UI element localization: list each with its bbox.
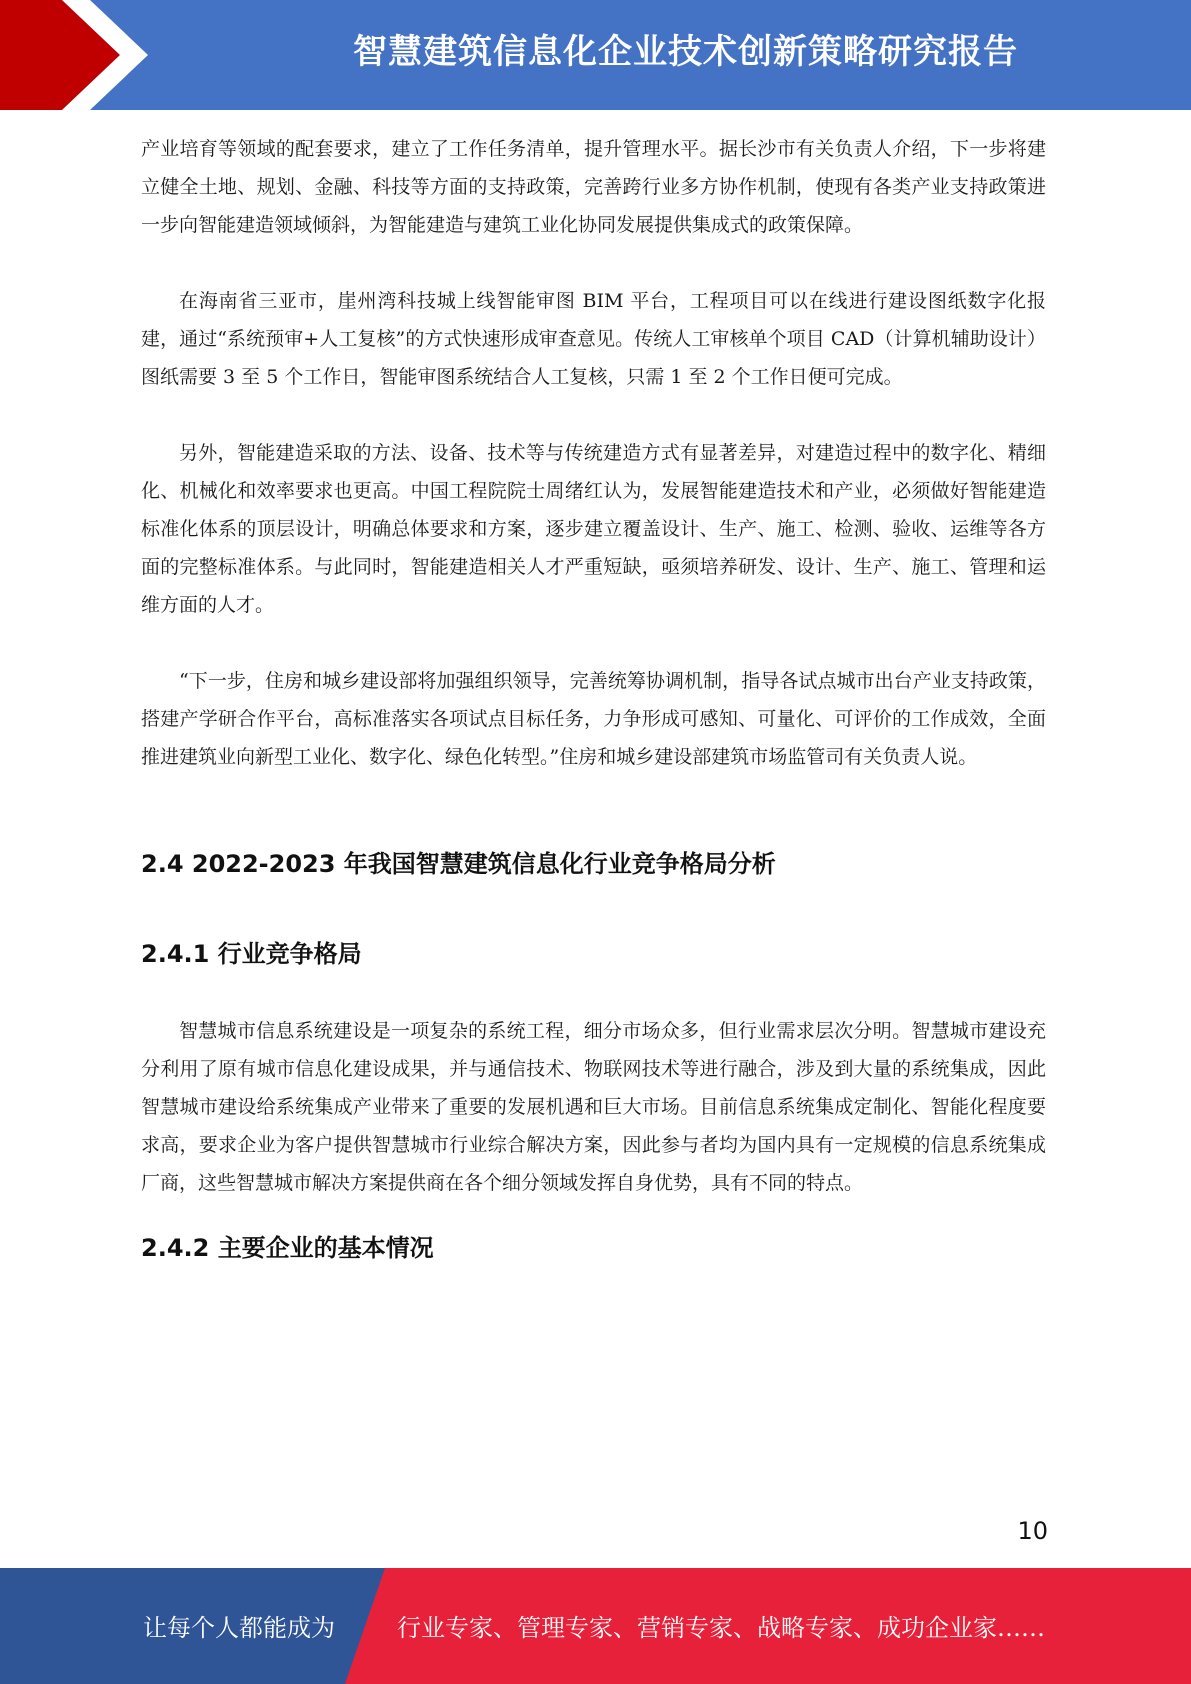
- subsection-heading: 2.4.2 主要企业的基本情况: [141, 1234, 434, 1262]
- header-arrow-decoration: [0, 0, 200, 110]
- footer-slogan-right: 行业专家、管理专家、营销专家、战略专家、成功企业家……: [397, 1614, 1045, 1642]
- footer-slogan-left: 让每个人都能成为: [143, 1614, 335, 1642]
- paragraph: “下一步，住房和城乡建设部将加强组织领导，完善统筹协调机制，指导各试点城市出台产业支持政策，搭建产学研合作平台，高标准落实各项试点目标任务，力争形成可感知、可量化、可评价的工作成效，全面推进建筑业向新型工业化、数字化、绿色化转型。”住房和城乡建设部建筑市场监管司有关负责人说。: [141, 670, 1046, 768]
- subsection-heading: 2.4.1 行业竞争格局: [141, 940, 362, 968]
- page-header: [0, 0, 1191, 110]
- paragraph: 在海南省三亚市，崖州湾科技城上线智能审图 BIM 平台，工程项目可以在线进行建设图纸数字化报建，通过“系统预审+人工复核”的方式快速形成审查意见。传统人工审核单个项目 CAD（计算机辅助设计）图纸需要 3 至 5 个工作日，智能审图系统结合人工复核，只需 1 至 2 个工作日便可完成。: [141, 290, 1046, 388]
- page-number: 10: [1017, 1517, 1048, 1545]
- paragraph: 产业培育等领域的配套要求，建立了工作任务清单，提升管理水平。据长沙市有关负责人介绍，下一步将建立健全土地、规划、金融、科技等方面的支持政策，完善跨行业多方协作机制，使现有各类产业支持政策进一步向智能建造领域倾斜，为智能建造与建筑工业化协同发展提供集成式的政策保障。: [141, 138, 1046, 236]
- paragraph: 另外，智能建造采取的方法、设备、技术等与传统建造方式有显著差异，对建造过程中的数字化、精细化、机械化和效率要求也更高。中国工程院院士周绪红认为，发展智能建造技术和产业，必须做好智能建造标准化体系的顶层设计，明确总体要求和方案，逐步建立覆盖设计、生产、施工、检测、验收、运维等各方面的完整标准体系。与此同时，智能建造相关人才严重短缺，亟须培养研发、设计、生产、施工、管理和运维方面的人才。: [141, 442, 1046, 616]
- report-title: 智慧建筑信息化企业技术创新策略研究报告: [353, 32, 1018, 72]
- paragraph: 智慧城市信息系统建设是一项复杂的系统工程，细分市场众多，但行业需求层次分明。智慧城市建设充分利用了原有城市信息化建设成果，并与通信技术、物联网技术等进行融合，涉及到大量的系统集成，因此智慧城市建设给系统集成产业带来了重要的发展机遇和巨大市场。目前信息系统集成定制化、智能化程度要求高，要求企业为客户提供智慧城市行业综合解决方案，因此参与者均为国内具有一定规模的信息系统集成厂商，这些智慧城市解决方案提供商在各个细分领域发挥自身优势，具有不同的特点。: [141, 1020, 1046, 1194]
- page-footer: [0, 1568, 1191, 1684]
- section-heading: 2.4 2022-2023 年我国智慧建筑信息化行业竞争格局分析: [141, 850, 776, 878]
- page-content: [141, 130, 1046, 1268]
